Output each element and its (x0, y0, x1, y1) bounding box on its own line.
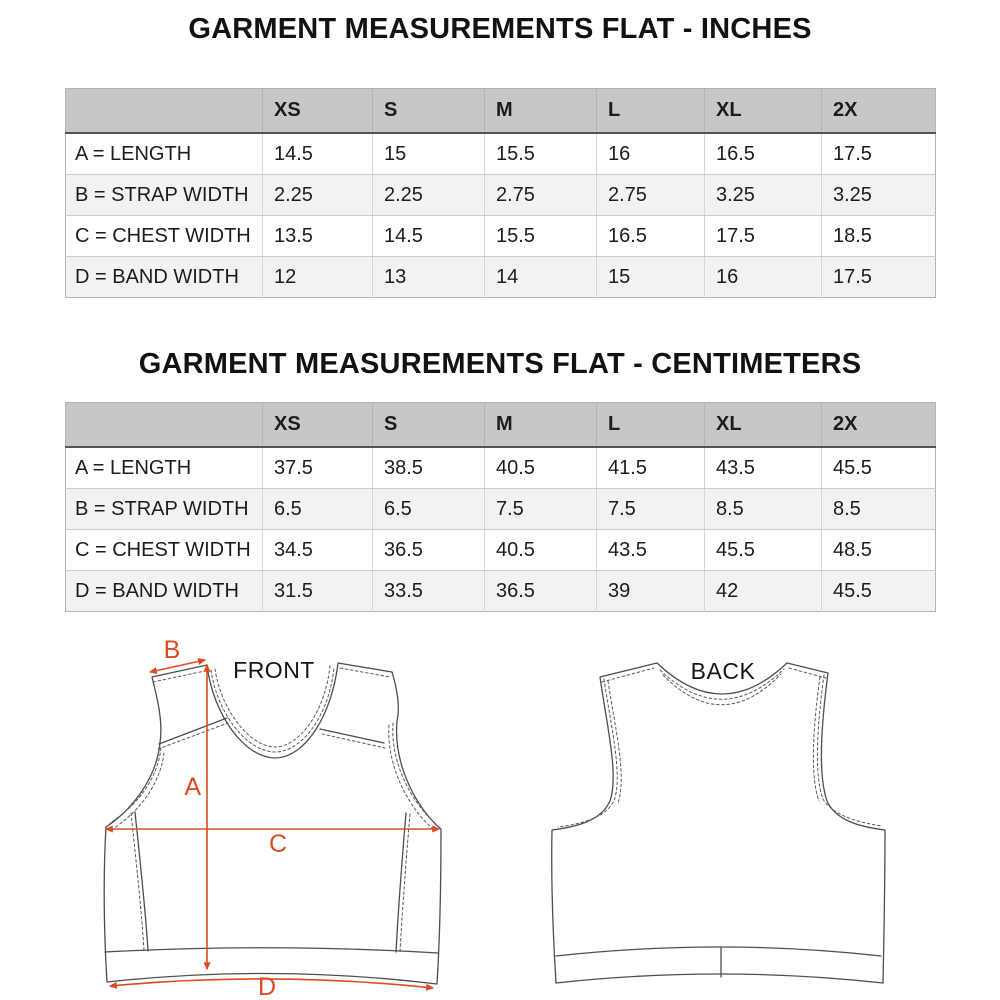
column-header-l: L (597, 403, 705, 448)
cell: 15.5 (485, 216, 597, 257)
front-diagram (104, 636, 441, 1000)
back-outline (552, 663, 885, 983)
cell: 12 (263, 257, 373, 298)
cell: 2.25 (263, 175, 373, 216)
back-diagram (552, 658, 885, 983)
cell: 34.5 (263, 530, 373, 571)
cell: 43.5 (705, 447, 822, 489)
back-band-seam (556, 947, 881, 956)
cell: 15.5 (485, 133, 597, 175)
cell: 43.5 (597, 530, 705, 571)
cell: 2.25 (373, 175, 485, 216)
table-row-chest-width (66, 530, 936, 571)
row-label: A = LENGTH (66, 447, 263, 489)
table-row-length (66, 447, 936, 489)
column-header-m: M (485, 89, 597, 134)
cell: 40.5 (485, 530, 597, 571)
cell: 45.5 (822, 571, 936, 612)
cell: 40.5 (485, 447, 597, 489)
table-row-band-width (66, 257, 936, 298)
column-header-2x: 2X (822, 403, 936, 448)
header-row (66, 89, 936, 134)
cell: 13 (373, 257, 485, 298)
cell: 33.5 (373, 571, 485, 612)
cell: 17.5 (822, 257, 936, 298)
cell: 6.5 (263, 489, 373, 530)
column-header-s: S (373, 403, 485, 448)
cell: 42 (705, 571, 822, 612)
cell: 48.5 (822, 530, 936, 571)
cell: 45.5 (705, 530, 822, 571)
cell: 16.5 (705, 133, 822, 175)
cell: 8.5 (822, 489, 936, 530)
column-header-xs: XS (263, 403, 373, 448)
row-label: C = CHEST WIDTH (66, 530, 263, 571)
cell: 14.5 (263, 133, 373, 175)
cell: 3.25 (822, 175, 936, 216)
measure-label-d: D (257, 973, 277, 1000)
cell: 7.5 (485, 489, 597, 530)
column-header-blank (66, 89, 263, 134)
cell: 15 (373, 133, 485, 175)
measure-label-c: C (268, 830, 288, 858)
cell: 13.5 (263, 216, 373, 257)
front-yoke-seam-left (159, 718, 227, 744)
measure-label-b: B (163, 636, 181, 664)
table-row-length (66, 133, 936, 175)
cell: 8.5 (705, 489, 822, 530)
cell: 2.75 (485, 175, 597, 216)
table-row-band-width (66, 571, 936, 612)
front-band-seam (105, 948, 438, 953)
column-header-xl: XL (705, 89, 822, 134)
page-title-inches: GARMENT MEASUREMENTS FLAT - INCHES (188, 13, 812, 45)
cell: 3.25 (705, 175, 822, 216)
row-label: D = BAND WIDTH (66, 571, 263, 612)
cell: 7.5 (597, 489, 705, 530)
row-label: C = CHEST WIDTH (66, 216, 263, 257)
column-header-xs: XS (263, 89, 373, 134)
cell: 2.75 (597, 175, 705, 216)
cell: 36.5 (373, 530, 485, 571)
garment-diagram (0, 615, 1000, 1000)
column-header-blank (66, 403, 263, 448)
column-header-2x: 2X (822, 89, 936, 134)
cell: 14 (485, 257, 597, 298)
column-header-xl: XL (705, 403, 822, 448)
cell: 16 (705, 257, 822, 298)
front-outline (104, 663, 441, 984)
front-side-seam-left (135, 812, 148, 951)
size-table-centimeters (65, 402, 936, 612)
cell: 41.5 (597, 447, 705, 489)
size-table-inches (65, 88, 936, 298)
row-label: D = BAND WIDTH (66, 257, 263, 298)
cell: 39 (597, 571, 705, 612)
row-label: B = STRAP WIDTH (66, 489, 263, 530)
measure-label-a: A (184, 773, 201, 801)
cell: 45.5 (822, 447, 936, 489)
cell: 15 (597, 257, 705, 298)
cell: 37.5 (263, 447, 373, 489)
cell: 14.5 (373, 216, 485, 257)
page-title-centimeters: GARMENT MEASUREMENTS FLAT - CENTIMETERS (138, 348, 862, 380)
column-header-m: M (485, 403, 597, 448)
table-row-strap-width (66, 175, 936, 216)
back-stitching (558, 668, 881, 827)
cell: 6.5 (373, 489, 485, 530)
cell: 17.5 (705, 216, 822, 257)
column-header-l: L (597, 89, 705, 134)
table-row-strap-width (66, 489, 936, 530)
cell: 31.5 (263, 571, 373, 612)
back-view-label: BACK (690, 658, 756, 684)
cell: 16 (597, 133, 705, 175)
table-row-chest-width (66, 216, 936, 257)
cell: 36.5 (485, 571, 597, 612)
cell: 16.5 (597, 216, 705, 257)
front-view-label: FRONT (233, 657, 315, 683)
cell: 17.5 (822, 133, 936, 175)
row-label: B = STRAP WIDTH (66, 175, 263, 216)
header-row (66, 403, 936, 448)
cell: 18.5 (822, 216, 936, 257)
row-label: A = LENGTH (66, 133, 263, 175)
column-header-s: S (373, 89, 485, 134)
cell: 38.5 (373, 447, 485, 489)
